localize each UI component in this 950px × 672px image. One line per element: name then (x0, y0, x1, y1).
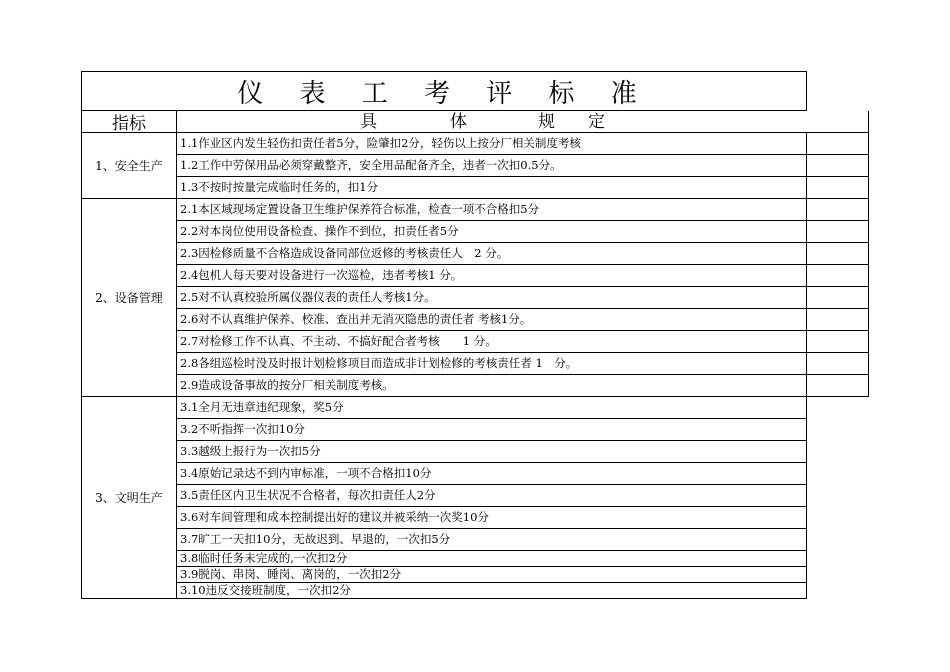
table-row: 1.1作业区内发生轻伤扣责任者5分，险肇扣2分，轻伤以上按分厂相关制度考核 (177, 133, 869, 155)
table-row: 2.6对不认真维护保养、校准、查出并无消灭隐患的责任者 考核1分。 (177, 309, 869, 331)
table-row: 3.4原始记录达不到内审标准，一项不合格扣10分 (177, 463, 807, 485)
header-details (177, 111, 869, 133)
header-char-2: 体 (450, 112, 467, 132)
group-label-equipment: 2、设备管理 (81, 199, 177, 397)
table-row: 2.7对检修工作不认真、不主动、不搞好配合者考核 1 分。 (177, 331, 869, 353)
header-char-1: 具 (360, 112, 377, 132)
table-row: 1.3不按时按量完成临时任务的，扣1分 (177, 177, 869, 199)
table-row: 3.8临时任务未完成的,一次扣2分 (177, 551, 807, 567)
table-row: 3.7旷工一天扣10分，无故迟到、早退的，一次扣5分 (177, 529, 807, 551)
table-row: 3.1全月无违章违纪现象，奖5分 (177, 397, 807, 419)
table-row: 3.5责任区内卫生状况不合格者，每次扣责任人2分 (177, 485, 807, 507)
table-row: 2.8各组巡检时没及时报计划检修项目而造成非计划检修的考核责任者 1 分。 (177, 353, 869, 375)
column-divider (806, 133, 807, 397)
table-row: 3.2不听指挥一次扣10分 (177, 419, 807, 441)
table-row: 1.2工作中劳保用品必须穿戴整齐，安全用品配备齐全，违者一次扣0.5分。 (177, 155, 869, 177)
group-label-civilized: 3、文明生产 (81, 397, 177, 599)
table-row: 2.4包机人每天要对设备进行一次巡检，违者考核1 分。 (177, 265, 869, 287)
page-title: 仪 表 工 考 评 标 准 (81, 71, 807, 111)
group-label-safety: 1、安全生产 (81, 133, 177, 199)
table-row: 2.3因检修质量不合格造成设备同部位返修的考核责任人 2 分。 (177, 243, 869, 265)
table-row: 2.5对不认真校验所属仪器仪表的责任人考核1分。 (177, 287, 869, 309)
header-indicator: 指标 (81, 111, 177, 133)
table-row: 2.2对本岗位使用设备检查、操作不到位，扣责任者5分 (177, 221, 869, 243)
table-row: 3.6对车间管理和成本控制提出好的建议并被采纳一次奖10分 (177, 507, 807, 529)
header-char-4: 定 (588, 112, 605, 132)
header-char-3: 规 (538, 112, 555, 132)
table-row: 3.3越级上报行为一次扣5分 (177, 441, 807, 463)
table-row: 2.9造成设备事故的按分厂相关制度考核。 (177, 375, 869, 397)
table-row: 3.10违反交接班制度，一次扣2分 (177, 583, 807, 599)
table-row: 2.1本区域现场定置设备卫生维护保养符合标准，检查一项不合格扣5分 (177, 199, 869, 221)
table-row: 3.9脱岗、串岗、睡岗、离岗的，一次扣2分 (177, 567, 807, 583)
